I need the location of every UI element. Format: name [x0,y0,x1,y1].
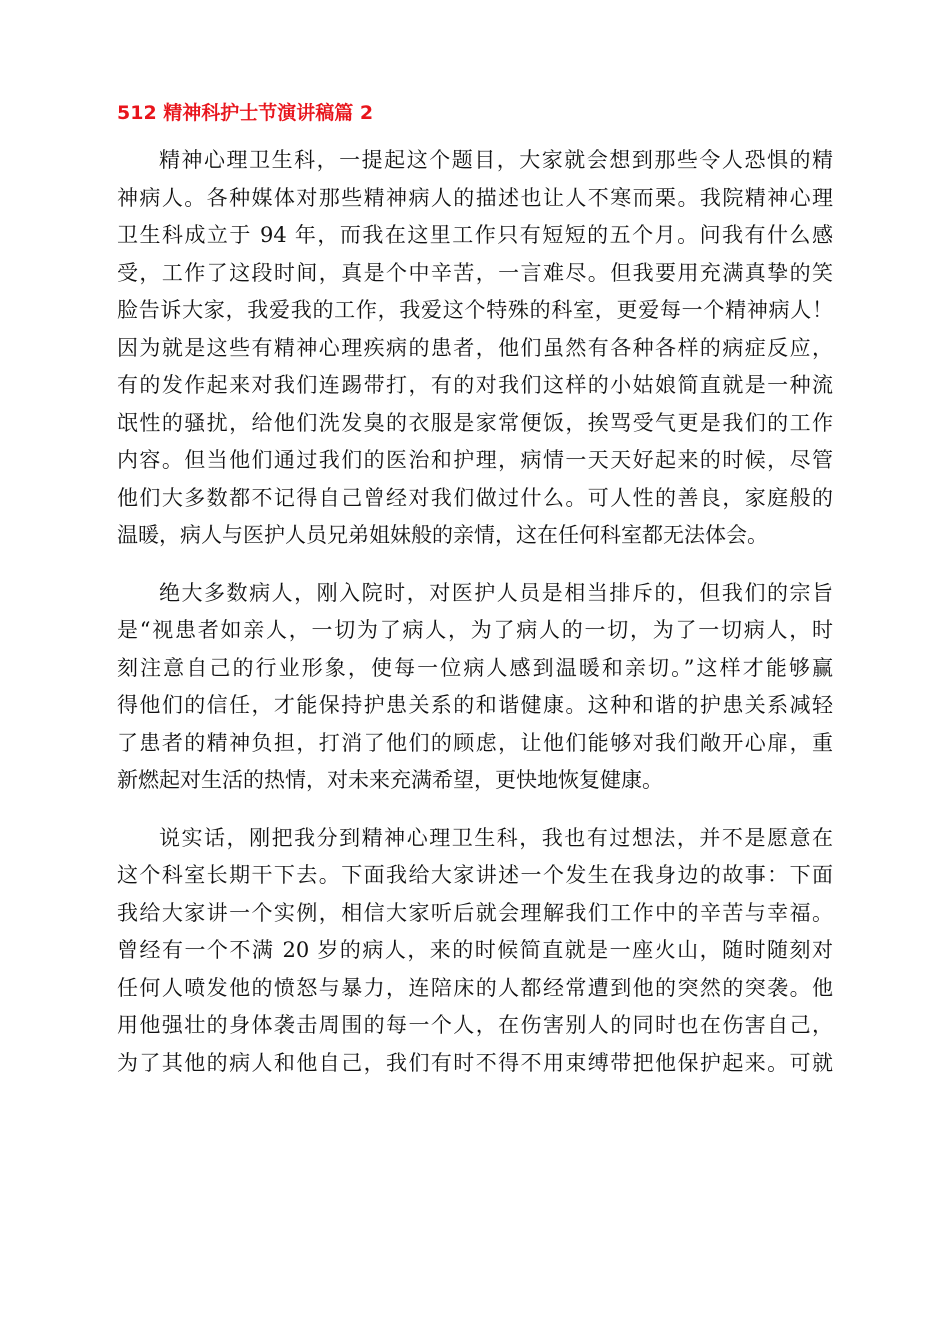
paragraph-line: 任何人喷发他的愤怒与暴力，连陪床的人都经常遭到他的突然的突袭。他 [117,975,833,1000]
paragraph-line: 氓性的骚扰，给他们洗发臭的衣服是家常便饭，挨骂受气更是我们的工作 [117,410,833,435]
paragraph-line: 新燃起对生活的热情，对未来充满希望，更快地恢复健康。 [117,768,663,792]
paragraph-line: 有的发作起来对我们连踢带打，有的对我们这样的小姑娘简直就是一种流 [117,373,833,397]
paragraph-line: 神病人。各种媒体对那些精神病人的描述也让人不寒而栗。我院精神心理 [117,185,833,210]
paragraph-line: 受，工作了这段时间，真是个中辛苦，一言难尽。但我要用充满真挚的笑 [117,260,833,285]
paragraph-line: 为了其他的病人和他自己，我们有时不得不用束缚带把他保护起来。可就 [117,1050,833,1075]
paragraph-line: 精神心理卫生科，一提起这个题目，大家就会想到那些令人恐惧的精 [159,148,833,172]
paragraph-line: 曾经有一个不满 20 岁的病人，来的时候简直就是一座火山，随时随刻对 [117,938,833,962]
paragraph-line: 我给大家讲一个实例，相信大家听后就会理解我们工作中的辛苦与幸福。 [117,900,833,925]
paragraph-line: 说实话，刚把我分到精神心理卫生科，我也有过想法，并不是愿意在 [159,825,833,850]
paragraph-line: 是“视患者如亲人，一切为了病人，为了病人的一切，为了一切病人，时 [117,618,833,642]
paragraph-line: 用他强壮的身体袭击周围的每一个人，在伤害别人的同时也在伤害自己， [117,1013,833,1037]
paragraph-line: 绝大多数病人，刚入院时，对医护人员是相当排斥的，但我们的宗旨 [159,580,833,605]
paragraph-line: 温暖，病人与医护人员兄弟姐妹般的亲情，这在任何科室都无法体会。 [117,523,768,547]
paragraph-line: 卫生科成立于 94 年，而我在这里工作只有短短的五个月。问我有什么感 [117,223,833,247]
paragraph-line: 得他们的信任，才能保持护患关系的和谐健康。这种和谐的护患关系减轻 [117,693,833,717]
paragraph-line: 脸告诉大家，我爱我的工作，我爱这个特殊的科室，更爱每一个精神病人！ [117,298,833,322]
paragraph-line: 他们大多数都不记得自己曾经对我们做过什么。可人性的善良，家庭般的 [117,485,833,510]
document-title: 512 精神科护士节演讲稿篇 2 [117,102,374,124]
paragraph-3 [117,820,833,1083]
paragraph-line: 这个科室长期干下去。下面我给大家讲述一个发生在我身边的故事：下面 [117,863,833,887]
paragraph-line: 了患者的精神负担，打消了他们的顾虑，让他们能够对我们敞开心扉，重 [117,730,833,755]
paragraph-line: 内容。但当他们通过我们的医治和护理，病情一天天好起来的时候，尽管 [117,448,833,472]
paragraph-2 [117,575,833,800]
paragraph-line: 刻注意自己的行业形象，使每一位病人感到温暖和亲切。”这样才能够赢 [117,655,833,680]
paragraph-1 [117,142,833,555]
document-body [117,142,833,1102]
paragraph-line: 因为就是这些有精神心理疾病的患者，他们虽然有各种各样的病症反应， [117,335,833,360]
